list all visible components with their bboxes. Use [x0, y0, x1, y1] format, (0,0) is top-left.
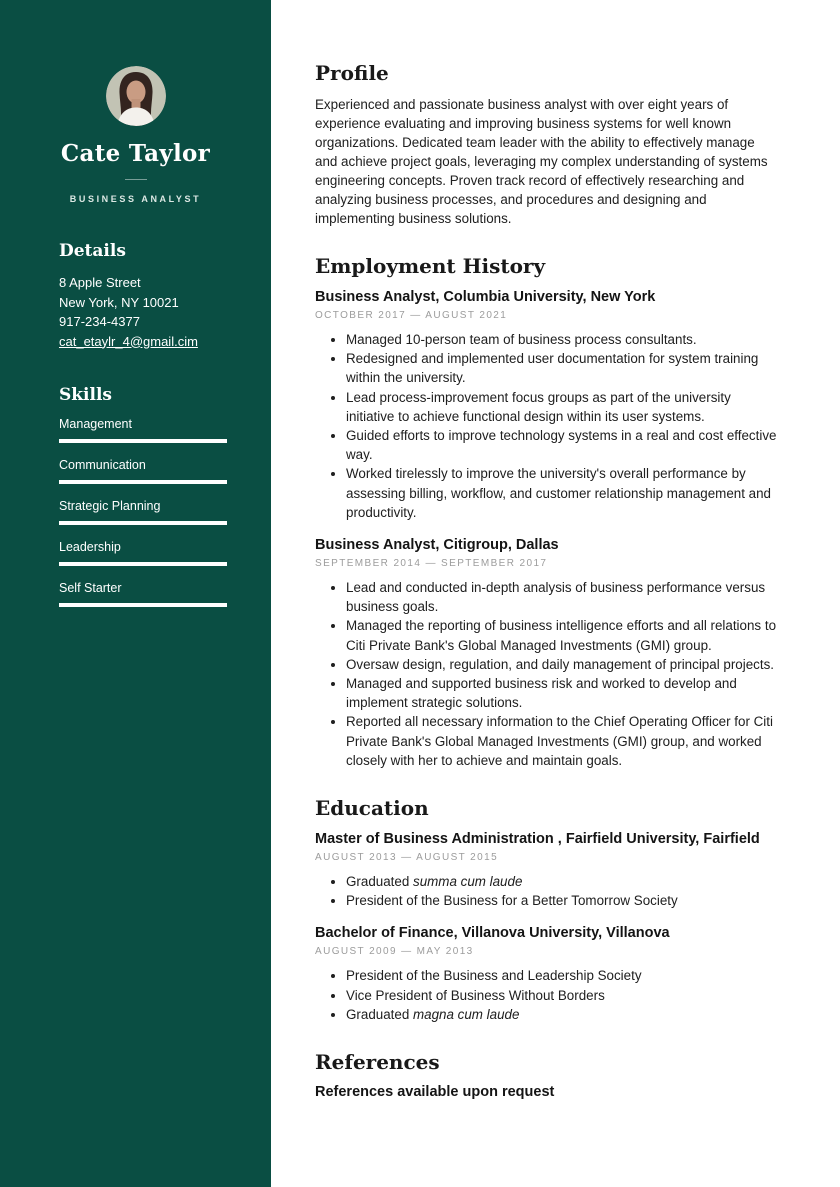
skill-bar: [59, 562, 227, 566]
phone-number: 917-234-4377: [59, 314, 140, 329]
education-entry: [315, 830, 780, 910]
bullet-item: • Redesigned and implemented user documentation for system training within the university.: [346, 349, 780, 387]
sidebar: [0, 0, 271, 1187]
person-name: Cate Taylor: [60, 140, 211, 167]
entry-bullets: [315, 872, 780, 910]
skill-bar-fill: [59, 562, 227, 566]
entry-dates: AUGUST 2013 — AUGUST 2015: [315, 852, 499, 864]
bullet-item: • Oversaw design, regulation, and daily management of principal projects.: [346, 655, 780, 674]
education-entry: [315, 924, 780, 1024]
name-divider: [125, 179, 147, 180]
skill-bar-fill: [59, 521, 227, 525]
skill-item: [59, 581, 227, 607]
bullet-item: • Graduated summa cum laude: [346, 872, 780, 891]
entry-dates: OCTOBER 2017 — AUGUST 2021: [315, 310, 508, 321]
entry-dates: AUGUST 2009 — MAY 2013: [315, 946, 474, 958]
bullet-item: • Managed the reporting of business intelligence efforts and all relations to Citi Private Bank's Global Managed Investments (GMI) group.: [346, 616, 780, 654]
bullet-item: • Worked tirelessly to improve the university's overall performance by assessing billing, workflow, and customer relationship management and productivity.: [346, 464, 780, 522]
skill-bar: [59, 603, 227, 607]
skills-list: [59, 417, 227, 607]
skill-item: [59, 458, 227, 484]
woman-portrait-photo-icon: [106, 66, 166, 126]
skill-label: Management: [59, 417, 132, 431]
skill-bar-fill: [59, 439, 227, 443]
skill-bar-fill: [59, 603, 227, 607]
address-line-1: 8 Apple Street: [59, 275, 141, 290]
references-section: [315, 1050, 780, 1100]
skills-section: [59, 385, 227, 607]
bullet-item: • Reported all necessary information to the Chief Operating Officer for Citi Private Bank's Global Managed Investments (GMI) group, and worked closely with her to achieve and maintain goals.: [346, 712, 780, 770]
skill-bar: [59, 521, 227, 525]
employment-heading: Employment History: [315, 254, 546, 278]
profile-text: Experienced and passionate business analyst with over eight years of experience evaluating and improving business systems for well known organizations. Dedicated team leader with the ability to effectively manage and achieve project goals, leveraging my complex understanding of systems engineering concepts. Proven track record of effectively researching and analyzing business processes, and procedures and designing and implementing business solutions.: [315, 97, 768, 226]
skill-label: Communication: [59, 458, 146, 472]
entry-title: Master of Business Administration , Fairfield University, Fairfield: [315, 831, 760, 848]
employment-entries: [315, 288, 780, 770]
bullet-item: • Vice President of Business Without Borders: [346, 986, 780, 1005]
bullet-item: • Graduated magna cum laude: [346, 1005, 780, 1024]
details-heading: Details: [59, 241, 126, 261]
education-entries: [315, 830, 780, 1024]
sidebar-header: [0, 66, 271, 204]
bullet-item: • Guided efforts to improve technology systems in a real and cost effective way.: [346, 426, 780, 464]
profile-heading: Profile: [315, 61, 389, 85]
entry-bullets: [315, 330, 780, 522]
references-text: References available upon request: [315, 1084, 555, 1101]
entry-dates: SEPTEMBER 2014 — SEPTEMBER 2017: [315, 558, 548, 570]
employment-entry: [315, 536, 780, 770]
entry-bullets: [315, 578, 780, 770]
skill-item: [59, 417, 227, 443]
references-heading: References: [315, 1050, 440, 1075]
email-link[interactable]: cat_etaylr_4@gmail.cim: [59, 333, 198, 349]
skills-heading: Skills: [59, 385, 113, 405]
bullet-item: • President of the Business and Leadership Society: [346, 966, 780, 985]
person-job-title: BUSINESS ANALYST: [69, 194, 202, 204]
skill-item: [59, 499, 227, 525]
skill-item: [59, 540, 227, 566]
sidebar-body: [59, 241, 227, 607]
skill-label: Strategic Planning: [59, 499, 161, 513]
entry-title: Business Analyst, Columbia University, New York: [315, 289, 656, 305]
bullet-item: • Managed 10-person team of business process consultants.: [346, 330, 780, 349]
employment-section: [315, 254, 780, 770]
skill-bar-fill: [59, 480, 227, 484]
bullet-item: • Lead process-improvement focus groups as part of the university initiative to achieve functional design within its user systems.: [346, 388, 780, 426]
profile-section: [315, 61, 780, 228]
entry-title: Business Analyst, Citigroup, Dallas: [315, 537, 559, 554]
education-section: [315, 796, 780, 1024]
details-section: [59, 241, 227, 351]
avatar: [106, 66, 166, 126]
resume-main: [271, 0, 840, 1187]
skill-label: Self Starter: [59, 581, 122, 595]
skill-bar: [59, 439, 227, 443]
bullet-item: • Lead and conducted in-depth analysis of business performance versus business goals.: [346, 578, 780, 616]
bullet-item: • Managed and supported business risk and worked to develop and implement strategic solutions.: [346, 674, 780, 712]
skill-label: Leadership: [59, 540, 121, 554]
education-heading: Education: [315, 796, 429, 821]
skill-bar: [59, 480, 227, 484]
bullet-item: • President of the Business for a Better Tomorrow Society: [346, 891, 780, 910]
entry-title: Bachelor of Finance, Villanova University, Villanova: [315, 925, 670, 942]
entry-bullets: [315, 966, 780, 1024]
email-row: [59, 332, 227, 352]
address-line-2: New York, NY 10021: [59, 294, 179, 310]
employment-entry: [315, 288, 780, 522]
